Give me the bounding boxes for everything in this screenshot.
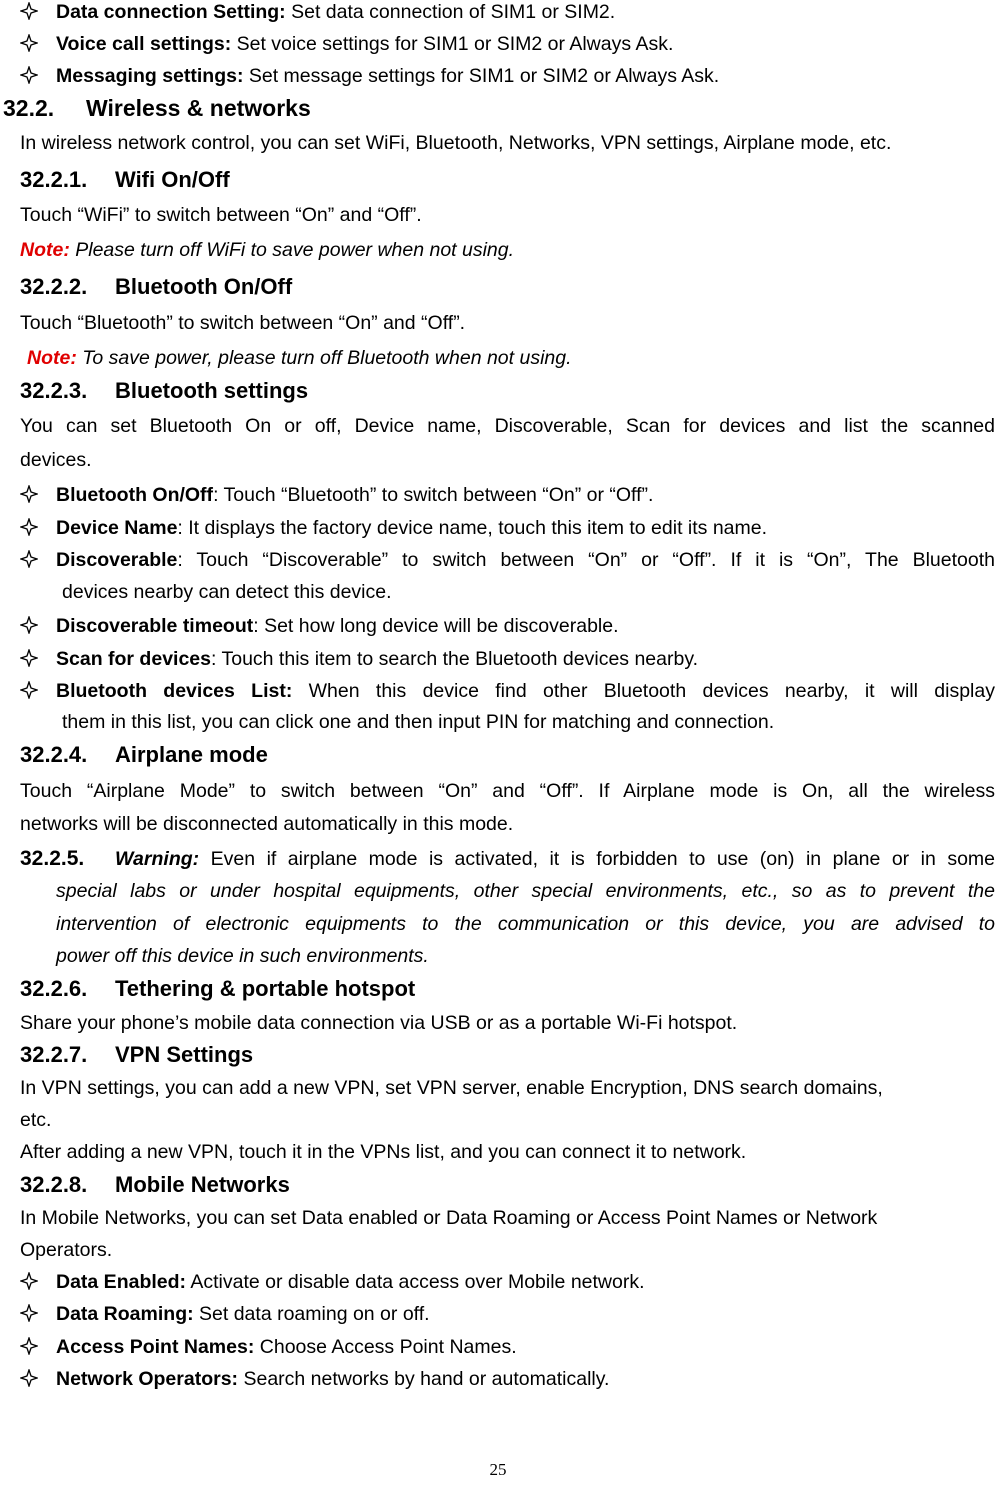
vpn-body-line: etc. — [20, 1109, 52, 1131]
bullet-item — [56, 483, 653, 507]
bullet-label: Discoverable — [56, 549, 178, 571]
subsection-number: 32.2.2. — [20, 274, 88, 299]
diamond-bullet-icon — [20, 681, 38, 699]
section-heading — [3, 94, 311, 122]
warning-line: intervention of electronic equipments to the communication or this device, you are advised to — [56, 913, 995, 935]
bullet-text: : Touch “Discoverable” to switch between “On” or “Off”. If it is “On”, The Bluetooth — [177, 549, 995, 571]
diamond-bullet-icon — [20, 485, 38, 503]
bullet-item — [56, 679, 995, 703]
subsection-title: Wifi On/Off — [115, 167, 230, 192]
diamond-bullet-icon — [20, 1304, 38, 1322]
bullet-item — [56, 614, 619, 638]
section-number: 32.2. — [3, 95, 55, 121]
diamond-bullet-icon — [20, 550, 38, 568]
bt-settings-body-line: You can set Bluetooth On or off, Device name, Discoverable, Scan for devices and list the scanned — [20, 415, 995, 437]
bullet-label: Messaging settings: — [56, 65, 244, 87]
subsection-heading-vpn — [20, 1041, 253, 1069]
warning-text: Even if airplane mode is activated, it is forbidden to use (on) in plane or in some — [199, 848, 995, 870]
diamond-bullet-icon — [20, 66, 38, 84]
diamond-bullet-icon — [20, 1272, 38, 1290]
warning-label: Warning: — [115, 848, 200, 870]
subsection-title: Bluetooth On/Off — [115, 274, 293, 299]
note-text: To save power, please turn off Bluetooth when not using. — [76, 347, 572, 369]
bullet-label: Bluetooth On/Off — [56, 484, 214, 506]
bullet-label: Data connection Setting: — [56, 1, 286, 23]
diamond-bullet-icon — [20, 518, 38, 536]
subsection-heading-airplane — [20, 741, 268, 769]
bt-settings-body-line: devices. — [20, 449, 92, 471]
subsection-number: 32.2.5. — [20, 847, 85, 870]
subsection-number: 32.2.1. — [20, 167, 88, 192]
bullet-continuation: them in this list, you can click one and then input PIN for matching and connection. — [62, 711, 775, 733]
diamond-bullet-icon — [20, 1337, 38, 1355]
diamond-bullet-icon — [20, 1369, 38, 1387]
bullet-text: : Touch “Bluetooth” to switch between “On” or “Off”. — [213, 484, 654, 506]
subsection-title: Mobile Networks — [115, 1172, 290, 1197]
bullet-item — [56, 1270, 645, 1294]
bullet-label: Data Roaming: — [56, 1303, 194, 1325]
mobile-body-line: In Mobile Networks, you can set Data enabled or Data Roaming or Access Point Names or Network — [20, 1207, 878, 1229]
subsection-number: 32.2.7. — [20, 1042, 88, 1067]
bullet-item — [56, 64, 719, 88]
section-intro: In wireless network control, you can set WiFi, Bluetooth, Networks, VPN settings, Airplane mode, etc. — [20, 132, 892, 154]
subsection-title: Airplane mode — [115, 742, 268, 767]
bullet-text: : Set how long device will be discoverable. — [253, 615, 619, 637]
page-number: 25 — [489, 1460, 507, 1479]
bullet-label: Data Enabled: — [56, 1271, 187, 1293]
bullet-item — [56, 1367, 609, 1391]
bullet-label: Voice call settings: — [56, 33, 232, 55]
subsection-title: Tethering & portable hotspot — [115, 976, 416, 1001]
airplane-body-line: Touch “Airplane Mode” to switch between “On” and “Off”. If Airplane mode is On, all the wireless — [20, 780, 995, 802]
section-title: Wireless & networks — [86, 95, 311, 121]
diamond-bullet-icon — [20, 616, 38, 634]
note-label: Note: — [27, 347, 77, 369]
bt-onoff-body: Touch “Bluetooth” to switch between “On” and “Off”. — [20, 312, 466, 334]
bullet-text: Set data roaming on or off. — [193, 1303, 430, 1325]
bullet-text: Set message settings for SIM1 or SIM2 or Always Ask. — [243, 65, 720, 87]
bullet-text: : Touch this item to search the Bluetooth devices nearby. — [211, 648, 699, 670]
warning-line: special labs or under hospital equipments, other special environments, etc., so as to prevent the — [56, 880, 995, 902]
bullet-text: Choose Access Point Names. — [254, 1336, 517, 1358]
subsection-heading-bt-settings — [20, 377, 308, 405]
bullet-text: Set data connection of SIM1 or SIM2. — [285, 1, 616, 23]
bullet-label: Network Operators: — [56, 1368, 239, 1390]
bullet-item — [56, 1302, 430, 1326]
vpn-body-line: After adding a new VPN, touch it in the VPNs list, and you can connect it to network. — [20, 1141, 747, 1163]
diamond-bullet-icon — [20, 649, 38, 667]
subsection-number: 32.2.3. — [20, 378, 88, 403]
vpn-body-line: In VPN settings, you can add a new VPN, set VPN server, enable Encryption, DNS search domains, — [20, 1077, 883, 1099]
bullet-text: Activate or disable data access over Mobile network. — [186, 1271, 645, 1293]
bullet-item — [56, 1335, 517, 1359]
subsection-number: 32.2.6. — [20, 976, 88, 1001]
airplane-body-line: networks will be disconnected automatically in this mode. — [20, 813, 514, 835]
subsection-number: 32.2.8. — [20, 1172, 88, 1197]
note-label: Note: — [20, 239, 70, 261]
bt-onoff-note — [27, 346, 572, 370]
subsection-title: Bluetooth settings — [115, 378, 309, 403]
subsection-heading-wifi — [20, 166, 230, 194]
bullet-item — [56, 647, 698, 671]
subsection-heading-bt-onoff — [20, 273, 292, 301]
bullet-item — [56, 548, 995, 572]
bullet-item — [56, 32, 673, 56]
subsection-number: 32.2.4. — [20, 742, 88, 767]
bullet-text: When this device find other Bluetooth devices nearby, it will display — [292, 680, 995, 702]
bullet-label: Device Name — [56, 517, 178, 539]
bullet-text: Set voice settings for SIM1 or SIM2 or Always Ask. — [231, 33, 674, 55]
bullet-text: Search networks by hand or automatically. — [238, 1368, 610, 1390]
bullet-label: Scan for devices — [56, 648, 211, 670]
subsection-heading-mobile — [20, 1171, 290, 1199]
bullet-label: Discoverable timeout — [56, 615, 254, 637]
tethering-body: Share your phone’s mobile data connection via USB or as a portable Wi-Fi hotspot. — [20, 1012, 738, 1034]
bullet-item — [56, 516, 767, 540]
diamond-bullet-icon — [20, 34, 38, 52]
mobile-body-line: Operators. — [20, 1239, 113, 1261]
subsection-heading-tethering — [20, 975, 415, 1003]
wifi-note — [20, 238, 514, 262]
warning-line — [20, 847, 995, 871]
wifi-body: Touch “WiFi” to switch between “On” and “Off”. — [20, 204, 422, 226]
bullet-text: : It displays the factory device name, touch this item to edit its name. — [177, 517, 768, 539]
bullet-continuation: devices nearby can detect this device. — [62, 581, 392, 603]
note-text: Please turn off WiFi to save power when not using. — [69, 239, 515, 261]
bullet-item — [56, 0, 615, 24]
warning-line: power off this device in such environments. — [56, 945, 429, 967]
bullet-label: Bluetooth devices List: — [56, 680, 293, 702]
diamond-bullet-icon — [20, 2, 38, 20]
subsection-title: VPN Settings — [115, 1042, 254, 1067]
bullet-label: Access Point Names: — [56, 1336, 255, 1358]
